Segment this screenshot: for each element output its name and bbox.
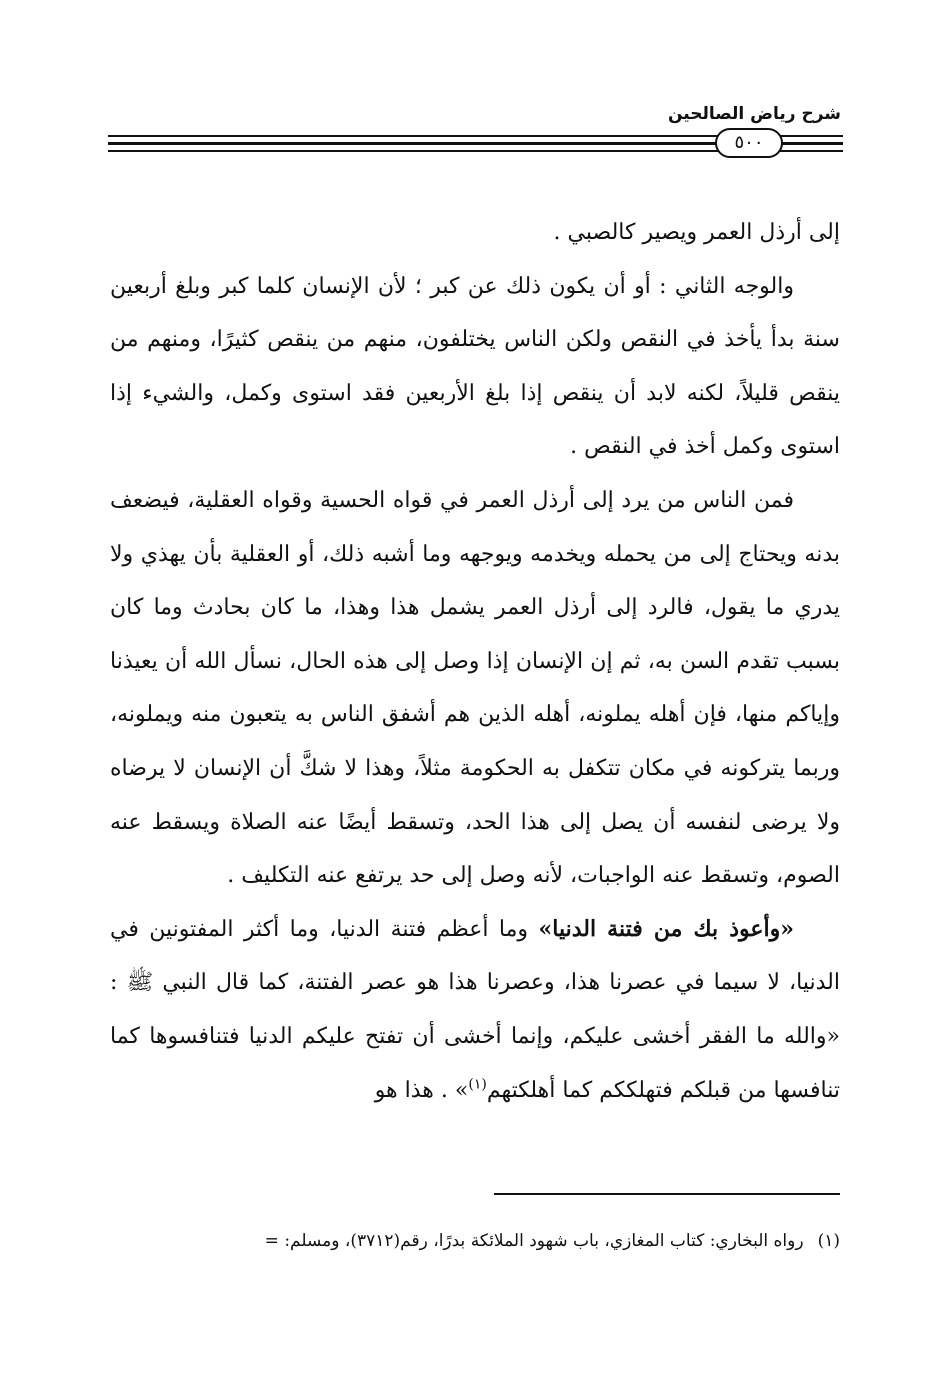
main-text xyxy=(110,206,840,1117)
hadith-quote: «وأعوذ بك من فتنة الدنيا» xyxy=(538,915,794,942)
paragraph-continuation: إلى أرذل العمر ويصير كالصبي . xyxy=(553,220,840,245)
page-number-badge xyxy=(715,128,783,158)
footnote-text: رواه البخاري: كتاب المغازي، باب شهود الملائكة بدرًا، رقم(٣٧١٢)، ومسلم: = xyxy=(264,1231,804,1251)
footnote-number: (١) xyxy=(817,1231,840,1251)
paragraph-hadith xyxy=(110,903,840,1117)
running-head-title: شرح رياض الصالحين xyxy=(667,104,841,124)
page-number: ٥٠٠ xyxy=(734,132,764,153)
paragraph: والوجه الثاني : أو أن يكون ذلك عن كبر ؛ لأن الإنسان كلما كبر وبلغ أربعين سنة بدأ يأخذ في النقص ولكن الناس يختلفون، منهم من ينقص كثيرًا، ومنهم من ينقص قليلاً، لكنه لابد أن ينقص إذا بلغ الأربعين فقد استوى وكمل، والشيء إذا استوى وكمل أخذ في النقص . xyxy=(110,273,840,460)
paragraph: فمن الناس من يرد إلى أرذل العمر في قواه الحسية وقواه العقلية، فيضعف بدنه ويحتاج إلى من يحمله ويخدمه ويوجهه وما أشبه ذلك، أو العقلية بأن يهذي ولا يدري ما يقول، فالرد إلى أرذل العمر يشمل هذا وهذا، ما كان بحادث وما كان بسبب تقدم السن به، ثم إن الإنسان إذا وصل إلى هذه الحال، نسأل الله أن يعيذنا وإياكم منها، فإن أهله يملونه، أهله الذين هم أشفق الناس به يتعبون منه ويملونه، وربما يتركونه في مكان تتكفل به الحكومة مثلاً، وهذا لا شكَّ أن الإنسان لا يرضاه ولا يرضى لنفسه أن يصل إلى هذا الحد، وتسقط أيضًا عنه الصلاة ويسقط عنه الصوم، وتسقط عنه الواجبات، لأنه وصل إلى حد يرتفع عنه التكليف . xyxy=(110,487,840,889)
paragraph-tail: » . هذا هو xyxy=(374,1077,469,1103)
footnote-separator xyxy=(494,1193,840,1195)
footnote xyxy=(110,1228,840,1254)
footnote-reference: (١) xyxy=(468,1076,487,1093)
paragraph-text: وما أعظم فتنة الدنيا، وما أكثر المفتونين في الدنيا، لا سيما في عصرنا هذا، وعصرنا هذا هو عصر الفتنة، كما قال النبي ﷺ : «والله ما الفقر أخشى عليكم، وإنما أخشى أن تفتح عليكم الدنيا فتنافسوها كما تنافسها من قبلكم فتهلككم كما أهلكتهم xyxy=(110,916,840,1103)
